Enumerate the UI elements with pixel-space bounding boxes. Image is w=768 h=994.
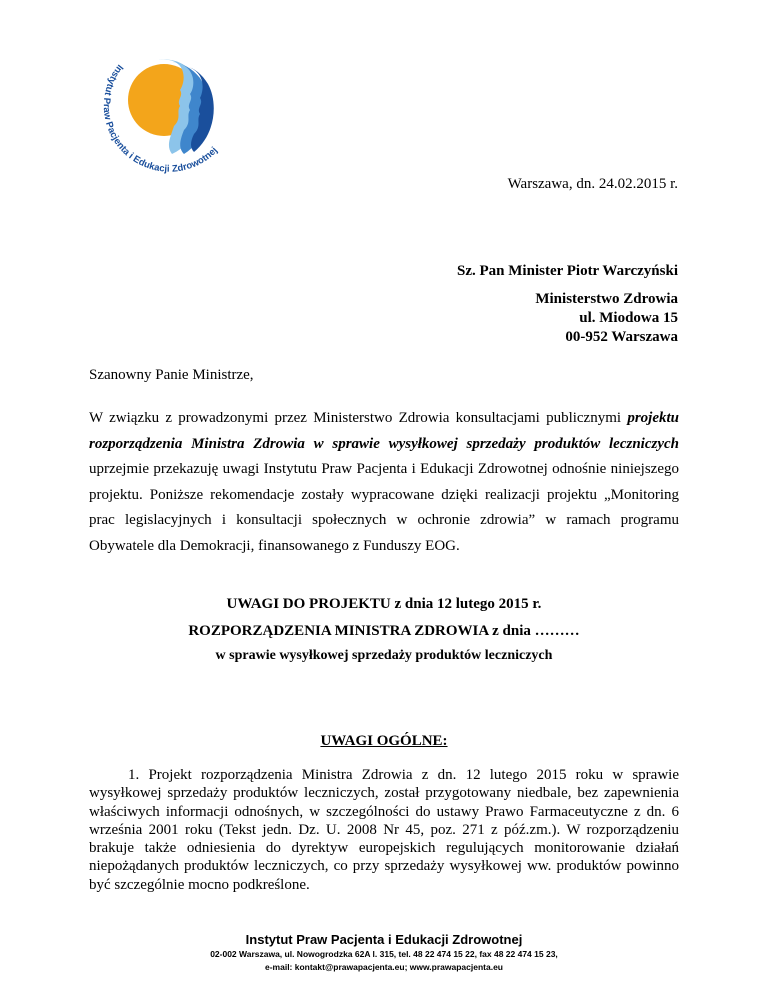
- intro-paragraph: [89, 406, 679, 559]
- institute-logo-graphic: [92, 42, 242, 180]
- institute-logo: [92, 42, 242, 180]
- letter-date: Warszawa, dn. 24.02.2015 r.: [507, 176, 678, 192]
- remarks-heading-line1: UWAGI DO PROJEKTU z dnia 12 lutego 2015 r.: [226, 596, 542, 612]
- intro-emphasis: projektu rozporządzenia Ministra Zdrowia w sprawie wysyłkowej sprzedaży produktów leczniczych: [89, 410, 679, 452]
- addressee-name: Sz. Pan Minister Piotr Warczyński: [457, 263, 678, 279]
- footer-address: 02-002 Warszawa, ul. Nowogrodzka 62A l. 315, tel. 48 22 474 15 22, fax 48 22 474 15 23,: [210, 949, 558, 959]
- footer-contact: e-mail: kontakt@prawapacjenta.eu; www.prawapacjenta.eu: [264, 962, 503, 972]
- remark-point-1: 1. Projekt rozporządzenia Ministra Zdrowia z dn. 12 lutego 2015 roku w sprawie wysyłkowej sprzedaży produktów leczniczych, został przygotowany niedbale, bez zapewnienia właściwych informacji odnośnych, w szczególności do ustawy Prawo Farmaceutyczne z dn. 6 września 2001 roku (Tekst jedn. Dz. U. 2008 Nr 45, poz. 271 z póź.zm.). W rozporządzeniu brakuje także odniesienia do dyrektyw europejskich regulujących monitorowanie działań niepożądanych produktów leczniczych, co przy sprzedaży wysyłkowej ww. produktów powinno być szczególnie mocno podkreślone.: [89, 767, 679, 893]
- logo-arc-text: Instytut Praw Pacjenta i Edukacji Zdrowotnej: [100, 62, 220, 175]
- remarks-heading-line2: ROZPORZĄDZENIA MINISTRA ZDROWIA z dnia ………: [188, 623, 580, 639]
- salutation: Szanowny Panie Ministrze,: [89, 367, 254, 383]
- intro-text-part1: W związku z prowadzonymi przez Ministerstwo Zdrowia konsultacjami publicznymi: [89, 410, 628, 426]
- addressee-block: [457, 262, 678, 347]
- addressee-city: 00-952 Warszawa: [565, 329, 678, 345]
- remarks-heading-line3: w sprawie wysyłkowej sprzedaży produktów leczniczych: [215, 648, 553, 663]
- page-footer: [89, 932, 679, 973]
- addressee-institution: Ministerstwo Zdrowia: [535, 291, 678, 307]
- addressee-street: ul. Miodowa 15: [579, 310, 678, 326]
- general-remarks-title: UWAGI OGÓLNE:: [320, 733, 448, 749]
- footer-organization: Instytut Praw Pacjenta i Edukacji Zdrowotnej: [245, 932, 523, 947]
- intro-text-part2: uprzejmie przekazuję uwagi Instytutu Praw Pacjenta i Edukacji Zdrowotnej odnośnie niniejszego projektu. Poniższe rekomendacje zostały wypracowane dzięki realizacji projektu „Monitoring prac legislacyjnych i konsultacji społecznych w ochronie zdrowia” w ramach programu Obywatele dla Demokracji, finansowanego z Funduszy EOG.: [89, 461, 679, 554]
